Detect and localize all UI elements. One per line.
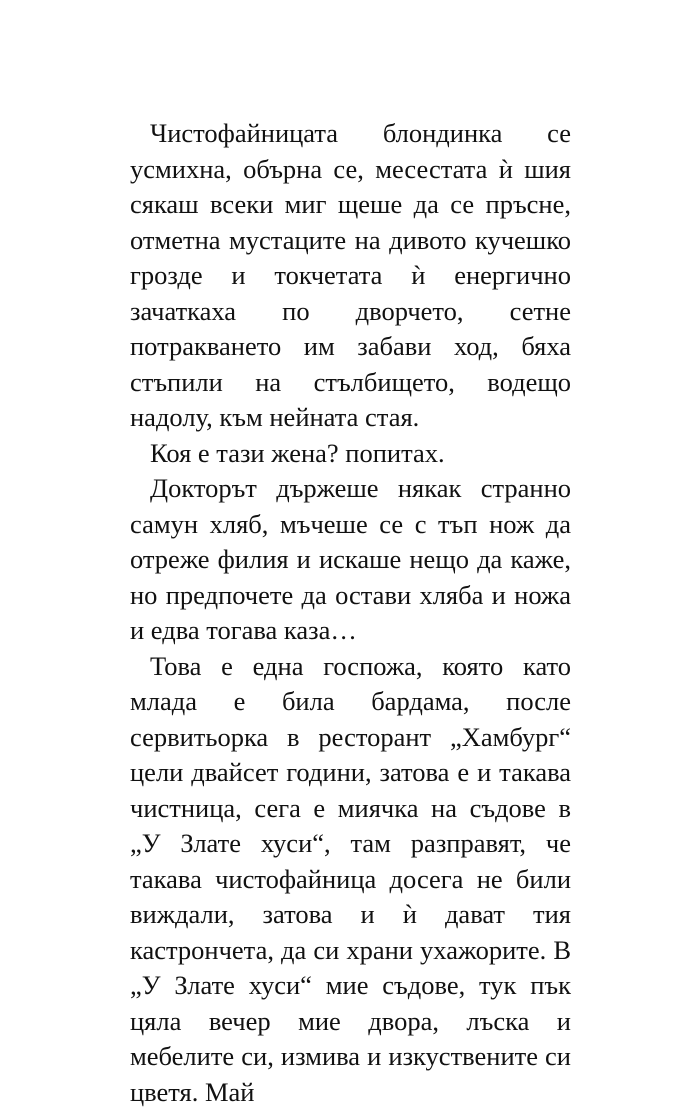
paragraph-4: Това е една госпожа, която като млада е била бардама, после сервитьорка в ресторант „Хамбург“ цели двайсет години, затова е и такава чистница, сега е миячка на съдове в „У Злате хуси“, там разправят, че такава чистофайница досега не били виждали, затова и ѝ дават тия кастрончета, да си храни ухажорите. В „У Злате хуси“ мие съдове, тук пък цяла вечер мие двора, лъска и мебелите си, измива и изкуствените си цветя. Май <box>130 649 571 1110</box>
paragraph-1: Чистофайницата блондинка се усмихна, обърна се, месестата ѝ шия сякаш всеки миг щеше да се пръсне, отметна мустаците на дивото кучешко грозде и токчетата ѝ енергично зачаткаха по дворчето, сетне потракването им забави ход, бяха стъпили на стълбището, водещо надолу, към нейната стая. <box>130 116 571 436</box>
paragraph-2: Коя е тази жена? попитах. <box>130 436 571 472</box>
paragraph-3: Докторът държеше някак странно самун хляб, мъчеше се с тъп нож да отреже филия и искаше нещо да каже, но предпочете да остави хляба и ножа и едва тогава каза… <box>130 471 571 649</box>
body-text <box>130 116 571 1110</box>
